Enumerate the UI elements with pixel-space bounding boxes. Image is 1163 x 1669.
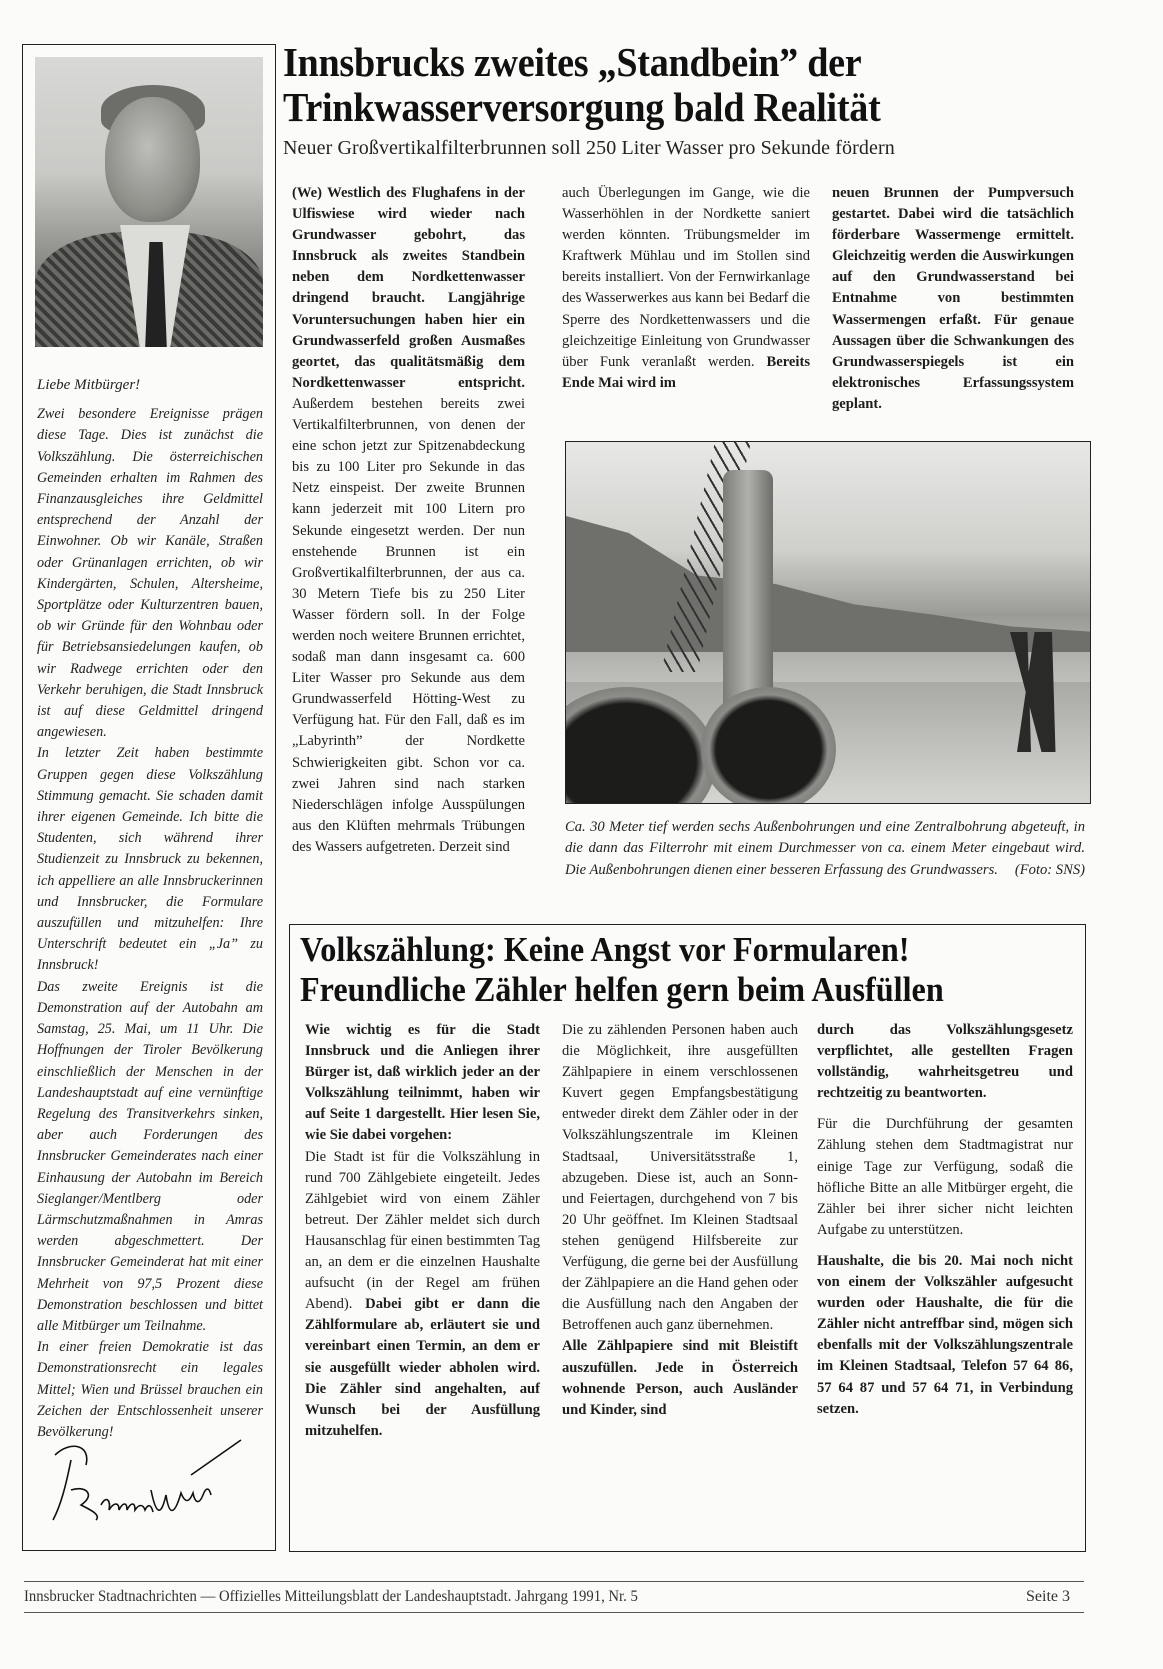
footer-rule-bottom <box>24 1612 1084 1613</box>
body-text: auch Überlegungen im Gange, wie die Wasserhöhlen in der Nordkette saniert werden könnten. Trübungsmelder im Kraftwerk Mühlau und im Stollen sind bereits installiert. Von der Fernwirkanlage des Wasserwerkes aus kann bei Bedarf die Sperre des Nordkettenwassers und die gleichzeitige Einleitung von Grundwasser über Funk veranlaßt werden. <box>562 185 810 370</box>
signature-image <box>41 1435 251 1525</box>
bold-text: durch das Volkszählungsgesetz verpflichtet, alle gestellten Fragen vollständig, wahrheitsgetreu und rechtzeitig zu beantworten. <box>817 1022 1073 1102</box>
letter-paragraph: Zwei besondere Ereignisse prägen diese Tage. Dies ist zunächst die Volkszählung. Die österreichischen Gemeinden erhalten im Rahmen des Finanzausgleiches ihre Geldmittel entsprechend der Anzahl der Einwohner. Ob wir Kanäle, Straßen oder Grünanlagen errichten, ob wir Kindergärten, Schulen, Altersheime, Sportplätze oder Kulturzentren bauen, ob wir Gründe für den Wohnbau oder für Betriebsansiedelungen kaufen, ob wir Radwege errichten oder den Verkehr beruhigen, die Stadt Innsbruck ist auf diese Geldmittel dringend angewiesen. <box>37 406 263 741</box>
lead-text: (We) Westlich des Flughafens in der Ulfiswiese wird wieder nach Grundwasser gebohrt, das Innsbruck als zweites Standbein neben dem Nordkettenwasser dringend braucht. Langjährige Voruntersuchungen haben hier ein Grundwasserfeld großen Ausmaßes geortet, das qualitätsmäßig dem Nordkettenwasser entspricht. <box>292 185 525 391</box>
mayor-letter-box <box>22 44 276 1551</box>
article2-column-3 <box>817 1020 1073 1420</box>
article1-headline <box>283 40 1027 130</box>
bold-text: Dabei gibt er dann die Zählformulare ab, erläutert sie und vereinbart einen Termin, an dem er sie ausgefüllt wieder abholen wird. Die Zähler sind angehalten, auf Wunsch bei der Ausfüllung mitzuhelfen. <box>305 1296 540 1439</box>
letter-greeting: Liebe Mitbürger! <box>37 377 141 393</box>
body-text: Für die Durchführung der gesamten Zählung stehen dem Stadtmagistrat nur einige Tage zur Verfügung, sodaß die höfliche Bitte an alle Mitbürger ergeht, die Zähler bei ihrer sicher nicht leichten Aufgabe zu unterstützen. <box>817 1116 1073 1238</box>
letter-body <box>37 375 263 1443</box>
bold-text: Alle Zählpapiere sind mit Bleistift auszufüllen. Jede in Österreich wohnende Person, auch Ausländer und Kinder, sind <box>562 1338 798 1418</box>
headline-line: Innsbrucks zweites „Standbein” der <box>283 39 862 85</box>
article2-headline <box>300 930 1018 1010</box>
headline-line: Freundliche Zähler helfen gern beim Ausfüllen <box>300 970 944 1009</box>
footer-rule-top <box>24 1581 1084 1582</box>
mayor-portrait-photo <box>35 57 263 347</box>
article1-column-1 <box>292 183 525 858</box>
letter-paragraph: Das zweite Ereignis ist die Demonstration auf der Autobahn am Samstag, 25. Mai, um 11 Uhr. Die Hoffnungen der Tiroler Bevölkerung einschließlich der Menschen in der Landeshauptstadt auf eine vernünftige Regelung des Transitverkehrs sinken, aber auch Forderungen des Innsbrucker Gemeinderates nach einer Einhausung der Autobahn im Bereich Sieglanger/Mentlberg oder Lärmschutzmaßnahmen in Amras werden abgeschmettert. Der Innsbrucker Gemeinderat hat mit einer Mehrheit von 97,5 Prozent diese Demonstration beschlossen und bittet alle Mitbürger um Teilnahme. <box>37 978 263 1334</box>
headline-line: Volkszählung: Keine Angst vor Formularen! <box>300 930 910 969</box>
page-number: Seite 3 <box>1026 1588 1070 1605</box>
body-text: Die Stadt ist für die Volkszählung in rund 700 Zählgebiete eingeteilt. Jedes Zählgebiet wird von einem Zähler betreut. Der Zähler meldet sich durch Hausanschlag für einen bestimmten Tag an, an dem er die einzelnen Haushalte aufsucht (in der Regel am frühen Abend). <box>305 1148 540 1313</box>
headline-line: Trinkwasserversorgung bald Realität <box>283 84 881 130</box>
photo-caption <box>565 817 1085 881</box>
caption-text: Ca. 30 Meter tief werden sechs Außenbohrungen und eine Zentralbohrung abgeteuft, in die dann das Filterrohr mit einem Durchmesser von ca. einem Meter eingebaut wird. Die Außenbohrungen dienen einer besseren Erfassung des Grundwassers. <box>565 819 1085 878</box>
body-text: Die zu zählenden Personen haben auch die Möglichkeit, ihre ausgefüllten Zählpapiere in einem verschlossenen Kuvert gegen Empfangsbestätigung entweder direkt dem Zähler oder in der Volkszählungszentrale im Kleinen Stadtsaal, Universitätsstraße 1, abzugeben. Diese ist, auch an Sonn- und Feiertagen, durchgehend von 7 bis 20 Uhr geöffnet. Im Kleinen Stadtsaal stehen genügend Hilfsbereite zur Verfügung, die gerne bei der Ausfüllung der Zählpapiere an die Hand gehen oder die Ausfüllung nach den Angaben der Betroffenen auch ganz übernehmen. <box>562 1022 798 1334</box>
body-text: Außerdem bestehen bereits zwei Vertikalfilterbrunnen, von denen der eine schon jetzt zur Spitzenabdeckung bis zu 100 Liter pro Sekunde in das Netz einspeist. Der zweite Brunnen kann jederzeit mit 100 Litern pro Sekunde eingesetzt werden. Der nun enstehende Brunnen ist ein Großvertikalfilterbrunnen, der aus ca. 30 Metern Tiefe bis zu 250 Liter Wasser fördern soll. In der Folge werden noch weitere Brunnen errichtet, sodaß man dann insgesamt ca. 600 Liter Wasser pro Sekunde aus dem Grundwasserfeld Hötting-West zu Verfügung hat. Für den Fall, daß es im „Labyrinth” der Nordkette Schwierigkeiten gibt. Schon vor ca. zwei Jahren sind nach starken Niederschlägen infolge Ausspülungen aus den Klüften mehrmals Trübungen des Wassers aufgetreten. Derzeit sind <box>292 395 525 855</box>
lead-text: Wie wichtig es für die Stadt Innsbruck und die Anliegen ihrer Bürger ist, daß wirklich jeder an der Volkszählung teilnimmt, haben wir auf Seite 1 dargestellt. Hier lesen Sie, wie Sie dabei vorgehen: <box>305 1022 540 1144</box>
article2-column-2 <box>562 1020 798 1421</box>
letter-paragraph: In einer freien Demokratie ist das Demonstrationsrecht ein legales Mittel; Wien und Brüssel brauchen ein Zeichen der Entschlossenheit unserer Bevölkerung! <box>37 1339 263 1440</box>
photo-credit: (Foto: SNS) <box>1014 861 1085 878</box>
publication-info: Innsbrucker Stadtnachrichten — Offizielles Mitteilungsblatt der Landeshauptstadt. Jahrgang 1991, Nr. 5 <box>24 1588 638 1605</box>
article2-column-1 <box>305 1020 540 1442</box>
drilling-site-photo <box>565 441 1091 804</box>
article1-column-2 <box>562 183 810 394</box>
letter-paragraph: In letzter Zeit haben bestimmte Gruppen gegen diese Volkszählung Stimmung gemacht. Sie schaden damit ihrer eigenen Gemeinde. Ich bitte die Studenten, sich während ihrer Studienzeit zu Innsbruck zu bekennen, ich appelliere an alle Innsbruckerinnen und Innsbrucker, die Formulare auszufüllen und mitzuhelfen: Ihre Unterschrift bedeutet ein „Ja” zu Innsbruck! <box>37 745 263 974</box>
bold-text: neuen Brunnen der Pumpversuch gestartet. Dabei wird die tatsächlich förderbare Wassermenge ermittelt. Gleichzeitig werden die Auswirkungen auf den Grundwasserstand bei Entnahme von bestimmten Wassermengen erfaßt. Für genaue Aussagen über die Schwankungen des Grundwasserspiegels ist ein elektronisches Erfassungssystem geplant. <box>832 185 1074 412</box>
bold-text: Bereits Ende Mai wird im <box>562 353 810 391</box>
article1-subheadline: Neuer Großvertikalfilterbrunnen soll 250 Liter Wasser pro Sekunde fördern <box>283 137 895 159</box>
bold-text: Haushalte, die bis 20. Mai noch nicht von einem der Volkszähler aufgesucht wurden oder Haushalte, die für die Zähler nicht antreffbar sind, mögen sich ebenfalls mit der Volkszählungszentrale im Kleinen Stadtsaal, Telefon 57 64 86, 57 64 87 und 57 64 71, in Verbindung setzen. <box>817 1252 1073 1417</box>
article1-column-3 <box>832 183 1074 415</box>
page-footer <box>24 1588 1084 1606</box>
